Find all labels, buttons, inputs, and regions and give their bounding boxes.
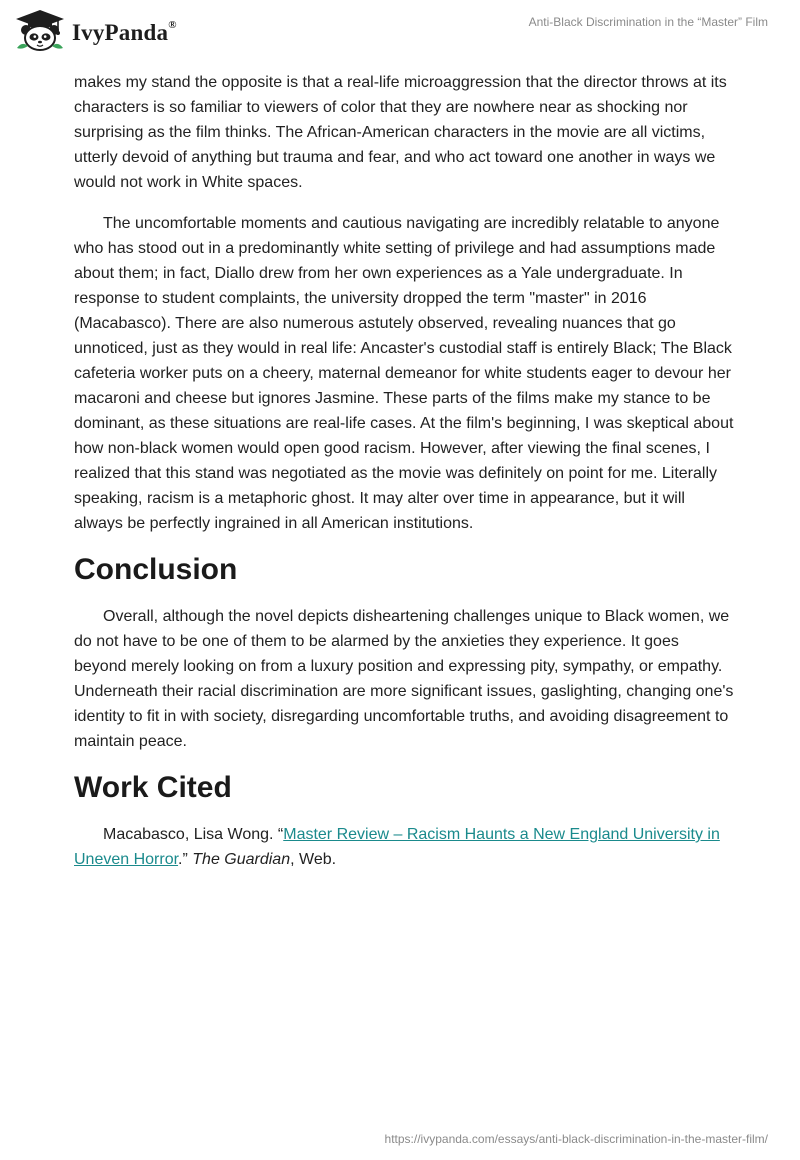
paragraph: The uncomfortable moments and cautious navigating are incredibly relatable to anyone who has stood out in a predominantly white setting of privilege and had assumptions made about them; in fact, Diallo drew from her own experiences as a Yale undergraduate. In response to student complaints, the university dropped the term "master" in 2016 (Macabasco). There are also numerous astutely observed, revealing nuances that go unnoticed, just as they would in real life: Ancaster's custodial staff is entirely Black; The Black cafeteria worker puts on a cheery, maternal demeanor for white students eager to devour her macaroni and cheese but ignores Jasmine. These parts of the films make my stance to be dominant, as these situations are real-life cases. At the film's beginning, I was skeptical about how non-black women would open good racism. However, after viewing the final scenes, I realized that this stand was negotiated as the movie was definitely on point for me. Literally speaking, racism is a metaphoric ghost. It may alter over time in appearance, but it will always be perfectly ingrained in all American institutions.	[74, 215, 734, 532]
citation-publication: The Guardian	[192, 851, 291, 868]
panda-graduate-icon	[14, 8, 66, 57]
works-cited-heading: Work Cited	[74, 771, 232, 804]
citation-suffix: , Web.	[290, 851, 337, 868]
citation-link[interactable]: Master Review – Racism Haunts a New England University in Uneven Horror	[74, 826, 720, 868]
essay-body	[74, 70, 734, 888]
paragraph-continued: makes my stand the opposite is that a real-life microaggression that the director throws at its characters is so familiar to viewers of color that they are nowhere near as shocking nor surprising as the film thinks. The African-American characters in the movie are all victims, utterly devoid of anything but trauma and fear, and who act toward one another in ways we would not work in White spaces.	[74, 74, 727, 191]
conclusion-paragraph: Overall, although the novel depicts disheartening challenges unique to Black women, we do not have to be one of them to be alarmed by the anxieties they experience. It goes beyond merely looking on from a luxury position and expressing pity, sympathy, or empathy. Underneath their racial discrimination are more significant issues, gaslighting, changing one's identity to fit in with society, disregarding uncomfortable truths, and avoiding disagreement to maintain peace.	[74, 608, 734, 750]
source-url: https://ivypanda.com/essays/anti-black-discrimination-in-the-master-film/	[384, 1132, 768, 1146]
citation-after-link: .”	[178, 851, 193, 868]
document-title: Anti-Black Discrimination in the “Master” Film	[528, 15, 768, 29]
brand-name: IvyPanda®	[72, 18, 177, 45]
conclusion-heading: Conclusion	[74, 553, 238, 586]
brand-logo[interactable]	[14, 8, 177, 57]
registered-mark: ®	[168, 18, 177, 31]
citation-author: Macabasco, Lisa Wong. “	[103, 826, 284, 843]
citation-entry	[74, 822, 734, 872]
